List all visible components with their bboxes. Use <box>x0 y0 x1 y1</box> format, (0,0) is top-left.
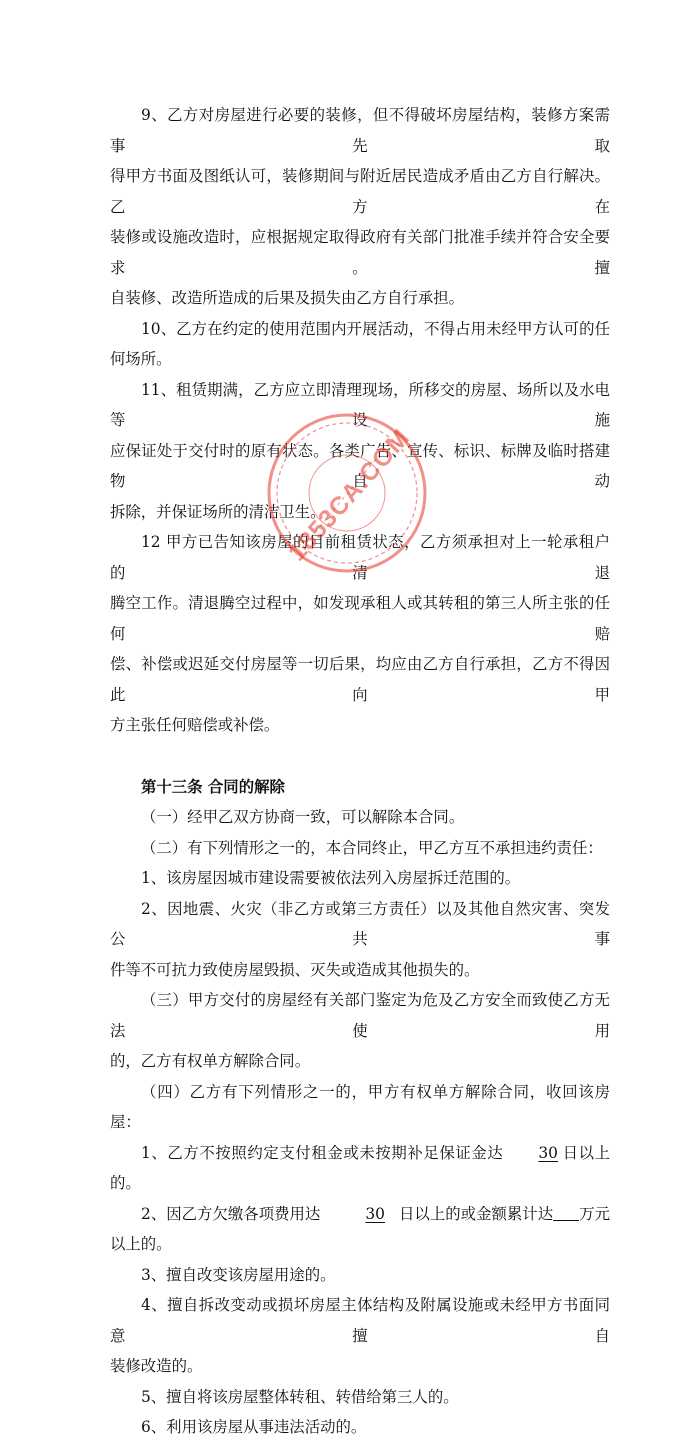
clause-12-line-2: 腾空工作。清退腾空过程中，如发现承租人或其转租的第三人所主张的任何赔 <box>110 594 610 643</box>
article-13-heading: 第十三条 合同的解除 <box>141 777 285 796</box>
article-13-p1: （一）经甲乙双方协商一致，可以解除本合同。 <box>141 808 465 826</box>
clause-11-line-1: 11、租赁期满，乙方应立即清理现场，所移交的房屋、场所以及水电等设施 <box>110 380 610 429</box>
clause-12-line-3: 偿、补偿或迟延交付房屋等一切后果，均应由乙方自行承担，乙方不得因此向甲 <box>110 655 610 704</box>
document-body <box>110 100 610 1443</box>
article-13-p4: （四）乙方有下列情形之一的，甲方有权单方解除合同，收回该房屋： <box>110 1082 610 1131</box>
item-1-text-after: 日以上的。 <box>110 1143 610 1192</box>
watermark-text: 1853CA.COM <box>282 423 416 567</box>
article-13-p4-item-2 <box>110 1199 610 1260</box>
article-13-p3-line-1: （三）甲方交付的房屋经有关部门鉴定为危及乙方安全而致使乙方无法使用 <box>110 991 610 1040</box>
item-2-text-after: 万元以上的。 <box>110 1204 610 1253</box>
clause-9-line-2: 得甲方书面及图纸认可，装修期间与附近居民造成矛盾由乙方自行解决。乙方在 <box>110 167 610 216</box>
item-2-amount-blank <box>553 1204 579 1221</box>
article-13-p4-item-4-line-1: 4、擅自拆改变动或损坏房屋主体结构及附属设施或未经甲方书面同意擅自 <box>110 1296 610 1345</box>
item-2-text-before: 2、因乙方欠缴各项费用达 <box>141 1204 321 1223</box>
article-13-p4-item-5: 5、擅自将该房屋整体转租、转借给第三人的。 <box>141 1387 459 1406</box>
clause-9-line-3: 装修或设施改造时，应根据规定取得政府有关部门批准手续并符合安全要求。擅 <box>110 228 610 277</box>
clause-12-line-4: 方主张任何赔偿或补偿。 <box>110 716 280 734</box>
clause-9-line-1: 9、乙方对房屋进行必要的装修，但不得破坏房屋结构，装修方案需事先取 <box>110 106 610 155</box>
article-13-p4-item-1 <box>110 1138 610 1199</box>
item-2-text-middle: 日以上的或金额累计达 <box>398 1204 554 1223</box>
article-13-p2-item-1: 1、该房屋因城市建设需要被依法列入房屋拆迁范围的。 <box>141 869 521 887</box>
clause-11-line-3: 拆除，并保证场所的清洁卫生。 <box>110 502 326 521</box>
item-1-text-before: 1、乙方不按照约定支付租金或未按期补足保证金达 <box>141 1143 504 1162</box>
clause-9-line-4: 自装修、改造所造成的后果及损失由乙方自行承担。 <box>110 289 464 307</box>
article-13-p2: （二）有下列情形之一的，本合同终止，甲乙方互不承担违约责任： <box>141 838 603 857</box>
article-13-p3-line-2: 的，乙方有权单方解除合同。 <box>110 1052 311 1070</box>
clause-10: 10、乙方在约定的使用范围内开展活动，不得占用未经甲方认可的任何场所。 <box>110 319 610 368</box>
article-13-p4-item-6: 6、利用该房屋从事违法活动的。 <box>141 1418 367 1436</box>
clause-12-line-1: 12 甲方已告知该房屋的目前租赁状态，乙方须承担对上一轮承租户的清退 <box>110 533 610 582</box>
article-13-p2-item-2-line-1: 2、因地震、火灾（非乙方或第三方责任）以及其他自然灾害、突发公共事 <box>110 899 610 948</box>
clause-11-line-2: 应保证处于交付时的原有状态。各类广告、宣传、标识、标牌及临时搭建物自动 <box>110 441 610 490</box>
item-1-days-blank: 30 <box>538 1143 558 1162</box>
article-13-p4-item-3: 3、擅自改变该房屋用途的。 <box>141 1265 336 1284</box>
item-2-days-blank: 30 <box>365 1204 385 1223</box>
article-13-p2-item-2-line-2: 件等不可抗力致使房屋毁损、灭失或造成其他损失的。 <box>110 960 480 979</box>
article-13-p4-item-4-line-2: 装修改造的。 <box>110 1357 203 1375</box>
